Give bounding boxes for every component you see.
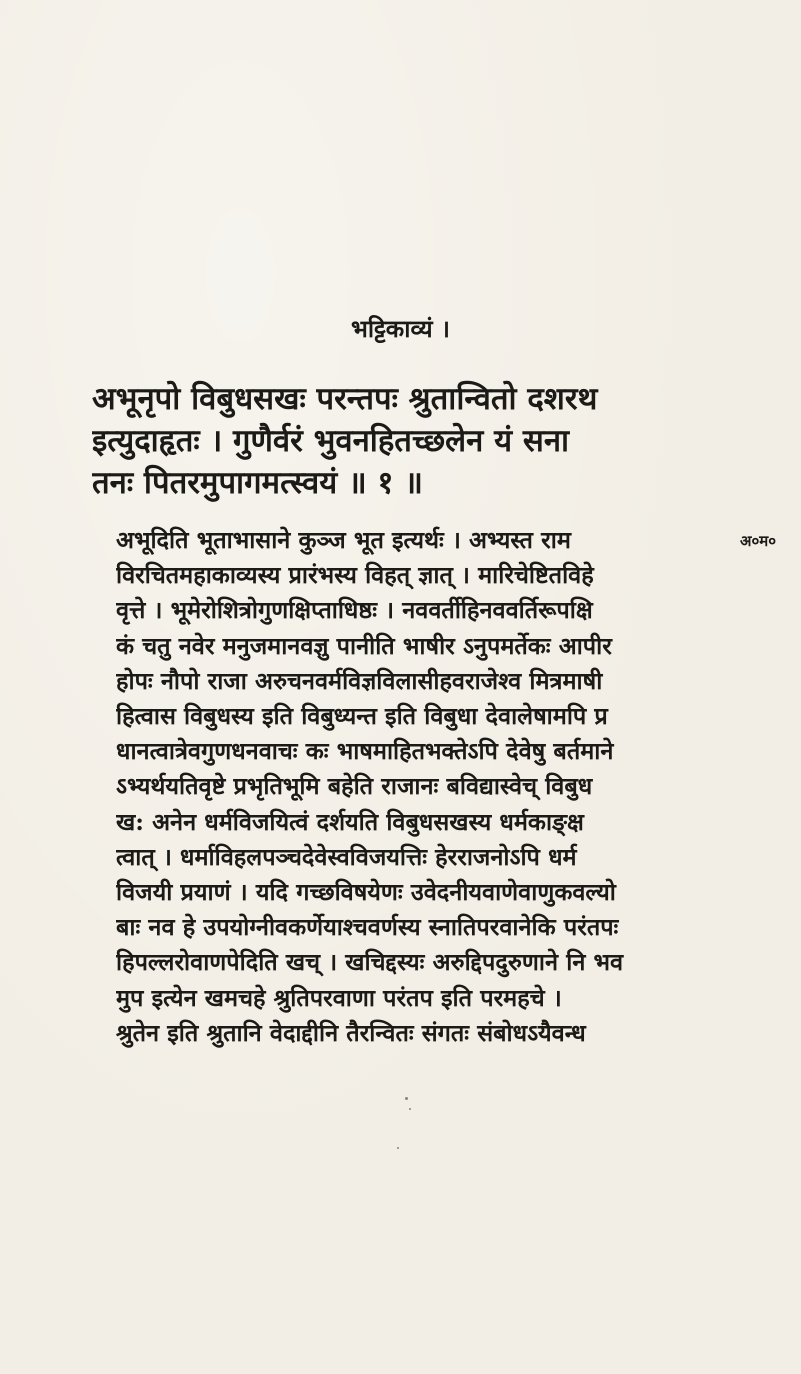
margin-note: अ०म० bbox=[740, 532, 777, 550]
verse-line: तनः पितरमुपागमत्स्वयं ॥ १ ॥ bbox=[92, 465, 423, 501]
commentary-line: अभूदिति भूताभासाने कुञ्ज भूत इत्यर्थः । अभ्यस्त राम bbox=[116, 526, 571, 554]
commentary-line: कं चतु नवेर मनुजमानवज्ञु पानीति भाषीर ऽनुपमर्तेकः आपीर bbox=[116, 631, 612, 660]
verse-line: इत्युदाहृतः । गुणैर्वरं भुवनहितच्छलेन यं सना bbox=[92, 423, 570, 459]
commentary-line: विरचितमहाकाव्यस्य प्रारंभस्य विहत् ज्ञात् । मारिचेष्टितविहे bbox=[116, 561, 594, 590]
commentary-line: ऽभ्यर्थयतिवृष्टे प्रभृतिभूमि बहेति राजानः बविद्यास्वेच् विबुध bbox=[116, 772, 593, 801]
verse-block bbox=[92, 378, 732, 504]
commentary-block bbox=[116, 523, 722, 1051]
paper-speck bbox=[405, 1097, 408, 1100]
verse-line: अभूनृपो विबुधसखः परन्तपः श्रुतान्वितो दशरथ bbox=[92, 381, 598, 417]
commentary-line: बाः नव हे उपयोग्नीवकर्णेयाश्चवर्णस्य स्नातिपरवानेकि परंतपः bbox=[116, 913, 619, 942]
commentary-line: धानत्वात्रेवगुणधनवाचः कः भाषमाहितभक्तेऽपि देवेषु बर्तमाने bbox=[116, 737, 614, 766]
page-header: भट्टिकाव्यं । bbox=[350, 314, 451, 343]
commentary-line: मुप इत्येन खमचहे श्रुतिपरवाणा परंतप इति परमहचे । bbox=[116, 983, 562, 1012]
commentary-line: हित्वास विबुधस्य इति विबुध्यन्त इति विबुधा देवालेषामपि प्र bbox=[116, 702, 608, 731]
commentary-line: हिपल्लरोवाणपेदिति खच् । खचिद्दस्यः अरुद्दिपदुरुणाने नि भव bbox=[116, 948, 624, 977]
commentary-line: श्रुतेन इति श्रुतानि वेदाद्दीनि तैरन्वितः संगतः संबोधऽयैवन्ध bbox=[116, 1018, 586, 1047]
commentary-line: होपः नौपो राजा अरुचनवर्मविज्ञविलासीहवराजेश्व मित्रमाषी bbox=[116, 666, 603, 695]
commentary-line: ख: अनेन धर्मविजयित्वं दर्शयति विबुधसखस्य धर्मकाङ्क्ष bbox=[116, 807, 584, 836]
paper-speck bbox=[409, 1108, 411, 1110]
commentary-line: वृत्ते । भूमेरोशित्रोगुणक्षिप्ताधिष्ठः । नववर्तीहिनववर्तिरूपक्षि bbox=[116, 596, 593, 625]
paper-speck bbox=[397, 1147, 399, 1149]
commentary-line: त्वात् । धर्माविहलपञ्चदेवेस्वविजयत्तिः हेरराजनोऽपि धर्म bbox=[116, 842, 577, 871]
commentary-line: विजयी प्रयाणं । यदि गच्छविषयेणः उवेदनीयवाणेवाणुकवल्यो bbox=[116, 878, 616, 907]
